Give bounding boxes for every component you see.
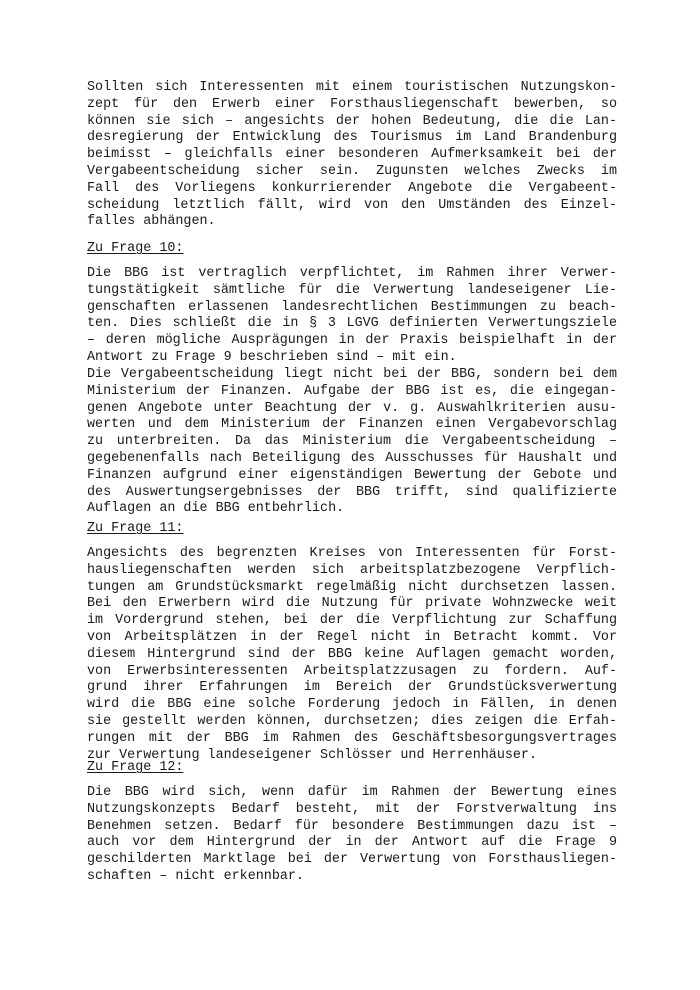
text-line: zept für den Erwerb einer Forsthausliegenschaft bewerben, so	[87, 96, 617, 112]
text-line: können sie sich – angesichts der hohen Bedeutung, die die Lan-	[87, 113, 617, 129]
text-line: grund ihrer Erfahrungen im Bereich der Grundstücksverwertung	[87, 680, 617, 696]
text-line: geschilderten Marktlage bei der Verwertung von Forsthausliegen-	[87, 852, 617, 868]
text-line: zu unterbreiten. Da das Ministerium die Vergabeentscheidung –	[87, 434, 617, 450]
text-line: – deren mögliche Ausprägungen in der Praxis beispielhaft in der	[87, 333, 617, 349]
text-line: Nutzungskonzepts Bedarf besteht, mit der Forstverwaltung ins	[87, 801, 617, 817]
text-line: Finanzen aufgrund einer eigenständigen Bewertung der Gebote und	[87, 467, 617, 483]
text-line: genen Angebote unter Beachtung der v. g. Auswahlkriterien ausu-	[87, 400, 617, 416]
frage-10-paragraph-1	[87, 266, 617, 367]
text-line: scheidung letztlich fällt, wird von den Umständen des Einzel-	[87, 197, 617, 213]
text-line: tungstätigkeit sämtliche für die Verwertung landeseigener Lie-	[87, 282, 617, 298]
text-line: falles abhängen.	[87, 214, 216, 230]
text-line: ten. Dies schließt die in § 3 LGVG definierten Verwertungsziele	[87, 316, 617, 332]
text-line: rungen mit der BBG im Rahmen des Geschäftsbesorgungsvertrages	[87, 730, 617, 746]
text-line: hausliegenschaften werden sich arbeitsplatzbezogene Verpflich-	[87, 562, 617, 578]
heading-frage-10: Zu Frage 10:	[87, 241, 184, 256]
text-line: gegebenenfalls nach Beteiligung des Ausschusses für Haushalt und	[87, 450, 617, 466]
text-line: Vergabeentscheidung sicher sein. Zugunsten welches Zwecks im	[87, 163, 617, 179]
text-line: zur Verwertung landeseigener Schlösser und Herrenhäuser.	[87, 747, 537, 763]
text-line: desregierung der Entwicklung des Tourismus im Land Brandenburg	[87, 130, 617, 146]
text-line: Die Vergabeentscheidung liegt nicht bei der BBG, sondern bei dem	[87, 367, 617, 382]
text-line: werten und dem Ministerium der Finanzen einen Vergabevorschlag	[87, 417, 617, 433]
frage-10-paragraph-2	[87, 367, 617, 518]
text-line: Sollten sich Interessenten mit einem touristischen Nutzungskon-	[87, 80, 617, 95]
text-line: tungen am Grundstücksmarkt regelmäßig nicht durchsetzen lassen.	[87, 579, 617, 595]
text-line: Ministerium der Finanzen. Aufgabe der BBG ist es, die eingegan-	[87, 383, 617, 399]
frage-11-paragraph	[87, 546, 617, 764]
text-line: Antwort zu Frage 9 beschrieben sind – mit ein.	[87, 349, 457, 365]
text-line: schaften – nicht erkennbar.	[87, 868, 304, 884]
text-line: Die BBG wird sich, wenn dafür im Rahmen der Bewertung eines	[87, 785, 617, 800]
text-line: wird die BBG eine solche Forderung jedoch in Fällen, in denen	[87, 697, 617, 713]
text-line: Benehmen setzen. Bedarf für besondere Bestimmungen dazu ist –	[87, 818, 617, 834]
text-line: von Arbeitsplätzen in der Regel nicht in Betracht kommt. Vor	[87, 629, 617, 645]
text-line: Bei den Erwerbern wird die Nutzung für private Wohnzwecke weit	[87, 596, 617, 612]
text-line: diesem Hintergrund sind der BBG keine Auflagen gemacht worden,	[87, 646, 617, 662]
heading-frage-11: Zu Frage 11:	[87, 521, 184, 536]
text-line: sie gestellt werden können, durchsetzen; dies zeigen die Erfah-	[87, 713, 617, 729]
text-line: Fall des Vorliegens konkurrierender Angebote die Vergabeent-	[87, 180, 617, 196]
text-line: Die BBG ist vertraglich verpflichtet, im Rahmen ihrer Verwer-	[87, 266, 617, 281]
text-line: im Vordergrund stehen, bei der die Verpflichtung zur Schaffung	[87, 613, 617, 629]
text-line: Angesichts des begrenzten Kreises von Interessenten für Forst-	[87, 546, 617, 561]
text-line: Auflagen an die BBG entbehrlich.	[87, 501, 345, 517]
text-line: beimisst – gleichfalls einer besonderen Aufmerksamkeit bei der	[87, 147, 617, 163]
text-line: auch vor dem Hintergrund der in der Antwort auf die Frage 9	[87, 835, 617, 851]
heading-frage-12: Zu Frage 12:	[87, 760, 184, 775]
intro-paragraph	[87, 80, 617, 231]
text-line: des Auswertungsergebnisses der BBG trifft, sind qualifizierte	[87, 484, 617, 500]
text-line: genschaften erlassenen landesrechtlichen Bestimmungen zu beach-	[87, 299, 617, 315]
frage-12-paragraph	[87, 785, 617, 886]
text-line: von Erwerbsinteressenten Arbeitsplatzzusagen zu fordern. Auf-	[87, 663, 617, 679]
